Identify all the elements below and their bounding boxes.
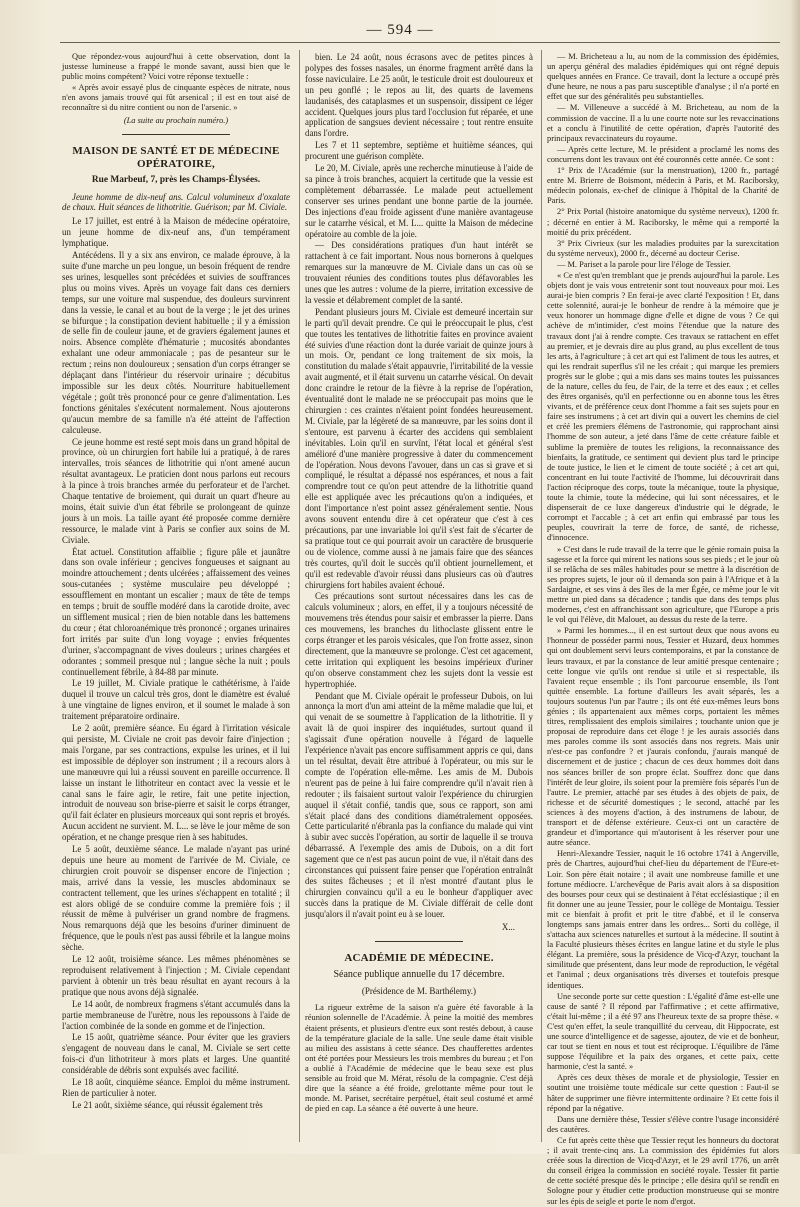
- article-paragraph: Le 2 août, première séance. Eu égard à l'irritation vésicale qui persiste, M. Civiale ne croit pas devoir faire d'injection ; mais l'organe, par ses contractions, expulse les urines, et il lui est impossible de déployer son instrument ; il a recours alors à une manœuvre qui lui a réussi souvent en pareille occurrence. Il laisse un instant le lithotriteur en contact avec la vessie et le canal sans le faire agir, le retire, fait une petite injection, introduit de nouveau son brise-pierre et saisit le corps étranger, qu'il fait éclater en plusieurs morceaux qui sont repris et broyés. Aucun accident ne survient. M. L... se lève le jour même de son opération, et ne change presque rien à ses habitudes.: [62, 723, 290, 843]
- quoted-reply: « Après avoir essayé plus de cinquante espèces de nitrate, nous n'en avons jamais trouvé qui fût arsenical ; il est en tout aisé de reconnaître si du nitre contient ou non de l'arsenic. »: [62, 83, 290, 113]
- eulogy-paragraph: Une seconde porte sur cette question : L'égalité d'âme est-elle une cause de santé ? Il répond par l'affirmative ; et cette affirmative, c'était lui-même ; il a été 97 ans l'heureux texte de sa propre thèse. « C'est qu'en effet, la seule tranquillité du cerveau, dit Hippocrate, est une source d'intelligence et de sagesse, ajoutez, de vie et de bonheur, car tout se tient en nous et tout est réciproque. L'équilibre de l'âme suppose l'équilibre et la paix des organes, et cette paix, cette harmonie, c'est la santé. »: [547, 991, 779, 1072]
- article-paragraph: Le 21 août, sixième séance, qui réussit également très: [72, 1099, 263, 1110]
- article-paragraph: Le 20, M. Civiale, après une recherche minutieuse à l'aide de sa pince à trois branches, acquiert la certitude que la vessie est complètement débarrassée. Le malade peut actuellement conserver ses urines pendant une bonne partie de la journée. Des injections d'eau froide agissent d'une manière avantageuse sur le catarrhe vésical, et M. L... quitte la Maison de médecine opératoire au comble de la joie.: [305, 163, 533, 239]
- eulogy-paragraph: » Parmi les hommes..., il en est surtout deux que nous avons eu l'honneur de posséder parmi nous, Tessier et Huzard, deux hommes qui ont doublement servi leurs contemporains, et par la constance de leurs travaux, et par la constance de leur amitié presque centenaire ; cette longue vie qu'ils ont rendue si utile et si respectable, ils l'avaient reçue ensemble ; ils l'ont parcourue ensemble, ils l'ont quittée ensemble. La fortune d'ailleurs les avait séparés, les a toujours soutenus l'un par l'autre ; ils ont été eux-mêmes leurs bons génies ; ils appartenaient aux mêmes corps, portaient les mêmes titres, remplissaient des emplois similaires ; touchante union que je proposai de reproduire dans cet éloge ! je les aurais associés dans mes paroles comme ils sont associés dans nos regrets. Mais unir n'est-ce pas confondre ? et j'aurais confondu, j'aurais manqué de discernement et de justice ; chacun de ces deux hommes doit dans nos séances briller de son propre éclat. Souffrez donc que dans l'intérêt de leur gloire, ils soient pour la première fois séparés l'un de l'autre. Le premier, attaché par ses études à des objets de paix, de richesse et de sécurité domestiques ; le second, attaché par les sciences à des moyens d'action, à des instrumens de labour, de transport et de défense extérieure. Ceux-ci ont un caractère de grandeur et d'importance qui m'autorisent à les réserver pour une autre séance.: [547, 626, 779, 848]
- eulogy-paragraph: Après ces deux thèses de morale et de physiologie, Tessier en soutint une troisième toute médicale sur cette question : Faut-il se hâter de supprimer une fièvre intermittente ordinaire ? Et cette fois il répond par la négative.: [547, 1073, 779, 1113]
- article-paragraph: État actuel. Constitution affaiblie ; figure pâle et jaunâtre dans son ovale inférieur ; gencives fongueuses et saignant au moindre attouchement ; dents ulcérées ; affaissement des veines sous-cutanées ; système musculaire peu développé ; essoufflement en montant un escalier ; maux de tête de temps en temps ; bruit de souffle modéré dans la carotide droite, avec un sifflement musical ; rien de bien notable dans les battemens du cœur ; état chloroanémique très prononcé ; organes urinaires fort irrités par suite d'un long voyage ; envies fréquentes d'uriner, s'accompagnant de vives douleurs ; urines chargées et odorantes ; sommeil presque nul ; langue sèche la nuit ; pouls continuellement fébrile, à 84-88 par minute.: [62, 546, 290, 677]
- academy-heading: ACADÉMIE DE MÉDECINE.: [344, 951, 494, 964]
- article-paragraph: Le 15 août, quatrième séance. Pour éviter que les graviers s'engagent de nouveau dans le canal, M. Civiale se sert cette fois-ci d'un lithotriteur à mors plats et larges. Une quantité considérable de débris sont expulsés avec facilité.: [62, 1032, 290, 1076]
- top-rule: [60, 42, 780, 43]
- article-paragraph: Le 5 août, deuxième séance. Le malade n'ayant pas uriné depuis une heure au moment de l'arrivée de M. Civiale, ce chirurgien croit pouvoir se dispenser encore de l'injection ; mais, arrivé dans la vessie, les muscles abdominaux se contractent tellement, que les urines s'échappent en totalité ; il est alors obligé de se conduire comme la première fois ; il réussit de même à pulvériser un grand nombre de fragmens. Nous remarquons déjà que les besoins d'uriner diminuent de fréquence, que le pouls n'est pas aussi fébrile et la langue moins sèche.: [62, 844, 290, 953]
- article-paragraph: — Des considérations pratiques d'un haut intérêt se rattachent à ce fait important. Nous nous bornerons à quelques remarques sur la manœuvre de M. Civiale dans un cas où se trouvaient réunies des conditions toutes plus défavorables les unes que les autres : volume de la pierre, irritation excessive de la vessie et délabrement complet de la santé.: [305, 240, 533, 305]
- academy-paragraph: La rigueur extrême de la saison n'a guère été favorable à la réunion solennelle de l'Académie. À peine la moitié des membres étaient présents, et plusieurs d'entre eux sont restés debout, à cause de la température glaciale de la salle. Une seule dame était visible au milieu des assistans à cette séance. Des chaufferettes ardentes ont été portées pour Messieurs les trois membres du bureau ; et l'on a oublié à l'Académie de médecine que le beau sexe est plus sensible au froid que M. Mérat, résolu de la compagnie. C'est déjà dire que la séance a été froide, grelottante même pour tout le monde. M. Pariset, secrétaire perpétuel, était seul costumé et armé de pied en cap. La séance a été ouverte à une heure.: [305, 1003, 533, 1114]
- column-divider: [299, 50, 300, 1142]
- page-edge-shadow: [790, 0, 800, 1154]
- eulogy-paragraph: Henri-Alexandre Tessier, naquit le 16 octobre 1741 à Angerville, près de Chartres, aujourd'hui chef-lieu du département de l'Eure-et-Loir. Son père était notaire ; il avait une nombreuse famille et une fortune médiocre. L'archevêque de Paris avait alors à sa disposition des bourses pour ceux qui se destinaient à l'état ecclésiastique ; il en fit donner une au jeune Tessier, pour le collège de Montaigu. Tessier mit ce bienfait à profit et prit le titre d'abbé, et il le conserva longtemps sans jamais entrer dans les ordres... Sorti du collège, il s'attacha aux sciences naturelles et surtout à la médecine. Il soutint à la Faculté plusieurs thèses écrites en langue latine et du style le plus élégant. La première, sous la présidence de Vicq-d'Azyr, touchant la similitude que présentent, dans leur mode de reproduction, le végétal et l'animal ; deux organisations très diverses et toutefois presque identiques.: [547, 849, 779, 990]
- section-heading: MAISON DE SANTÉ ET DE MÉDECINE OPÉRATOIRE,: [72, 144, 280, 170]
- section-divider: [122, 134, 230, 135]
- article-paragraph: Le 12 août, troisième séance. Les mêmes phénomènes se reproduisent relativement à l'injection ; M. Civiale cependant parvient à obtenir un très beau résultat en ayant recours à la pratique que nous avons déjà signalée.: [62, 954, 290, 997]
- column-divider: [541, 50, 542, 1142]
- article-signature: X...: [501, 921, 515, 932]
- article-paragraph: Ces précautions sont surtout nécessaires dans les cas de calculs volumineux ; alors, en effet, il y a toujours nécessité de mouvemens très étendus pour saisir et embrasser la pierre. Dans ces mouvemens, les branches du lithoclaste glissent entre le corps étranger et les parois vésicales, que l'on frotte assez, sinon directement, que la manœuvre se prolonge. C'est cet agacement, cette irritation qui expliquent les besoins impérieux d'uriner qu'on observe constamment chez les sujets dont la vessie est hypertrophiée.: [305, 591, 533, 689]
- presidency-note: (Présidence de M. Barthélemy.): [361, 986, 477, 997]
- eulogy-paragraph: Dans une dernière thèse, Tessier s'élève contre l'usage inconsidéré des cautères.: [547, 1114, 779, 1134]
- article-paragraph: Ce jeune homme est resté sept mois dans un grand hôpital de province, où un chirurgien fort habile lui a pratiqué, à de rares intervalles, trois séances de lithotritie qui n'ont amené aucun résultat avantageux. Le praticien dont nous parlons eut recours à la pince à trois branches armée du perforateur et de l'archet. Chaque tentative de broiement, qui durait un quart d'heure au moins, était suivie d'un état fébrile se prolongeant de quinze jours à un mois. La taille ayant été proposée comme dernière ressource, le malade vint à Paris se confier aux soins de M. Civiale.: [62, 436, 290, 545]
- section-address: Rue Marbeuf, 7, près les Champs-Élysées.: [91, 174, 261, 185]
- prize-item: 3° Prix Civrieux (sur les maladies produites par la surexcitation du système nerveux), 2000 fr., décerné au docteur Cerise.: [547, 238, 779, 258]
- article-paragraph: Le 17 juillet, est entré à la Maison de médecine opératoire, un jeune homme de dix-neuf ans, d'un tempérament lymphatique.: [62, 216, 290, 249]
- section-divider: [375, 941, 463, 942]
- session-title: Séance publique annuelle du 17 décembre.: [333, 968, 505, 980]
- column-left: [62, 52, 290, 1140]
- eulogy-paragraph: « Ce n'est qu'en tremblant que je prends aujourd'hui la parole. Les objets dont je vais vous entretenir sont tout nouveaux pour moi. Les aurai-je bien compris ? En ferai-je avec clarté l'exposition ! Et, dans cette solennité, aurai-je le bonheur de rendre à la mémoire que je veux honorer un hommage digne d'elle et digne de vous ? Ce qui achève de m'intimider, c'est moins l'étendue que la nature des travaux dont j'ai à rendre compte. Ces travaux se rattachent en effet au premier, et je devrais dire au plus grand, au plus excellent de tous les arts, à l'agriculture ; à cet art qui est l'aliment de tous les autres, et qui les rendrait superflus s'il ne les créait ; qui marque les premiers progrès sur le globe ; qui a mis dans ses mains toutes les puissances de la nature, celles du feu, de l'air, de la terre et des eaux ; et celles des êtres organisés, qu'il en perfectionne ou en abonne tous les êtres vivants, et de préférence ceux dont l'homme a fait ses sujets pour en faire ses instrumens ; à cet art divin qui a ouvert les chemins de ciel et créé les premiers élémens de l'astronomie, qui rapprochant ainsi l'homme de son auteur, a jeté dans l'âme de cette créature faible et sublime la première de toutes les religions, la reconnaissance des bienfaits, la gratitude, ce sentiment qui devient plus tard le principe de toute justice, le lien et le ciment de toute société ; à cet art qui, concentrant en lui toute l'activité de l'homme, lui découvrirait dans l'action réciproque des corps, toute la mécanique, toute la physique, toute la chimie, toute la médecine, qui lui sont nécessaires, et le dispenserait de ce luxe dangereux d'industrie qui le dégrade, le corrompt et l'accable ; à cet art enfin qui embrassé par tous les peuples, couvrirait la terre de force, de santé, de richesse, d'innocence.: [547, 270, 779, 543]
- article-paragraph: Pendant plusieurs jours M. Civiale est demeuré incertain sur le parti qu'il devait prendre. Ce qui le préoccupait le plus, c'est que toutes les tentatives de lithotritie faites en province avaient été suivies d'une réaction dont la durée variait de quinze jours à un mois. Or, pendant ce long traitement de six mois, la constitution du malade s'était appauvrie, l'irritabilité de la vessie avait augmenté, et il était survenu un catarrhe vésical. On devait donc craindre le retour de la fièvre à la reprise de l'opération, éventualité dont le malade ne se préoccupait pas moins que le chirurgien : ces craintes n'étaient point fondées heureusement. M. Civiale, par la légèreté de sa manœuvre, par les soins dont il s'entoure, est parvenu à écarter des accidens qui semblaient inévitables. Loin qu'il en survînt, l'état local et général s'est amélioré d'une manière progressive à dater du commencement de l'opération. Nous devons l'avouer, dans un cas si grave et si compliqué, le résultat a dépassé nos espérances, et nous a fait comprendre tout ce qu'on peut attendre de la lithotritie quand elle est appliquée avec les précautions qu'on a indiquées, et dont l'importance n'est point assez généralement sentie. Nous avons souvent entendu dire à cet opérateur que c'est à ces précautions, par une invariable loi qu'il s'est fait de s'écarter de sa pratique tout ce qui pourrait avoir un caractère de brusquerie ou de violence, comme aussi à ne jamais faire que des séances très courtes, qu'il doit le succès qu'il obtient journellement, et qu'il est redevable d'avoir réussi dans plusieurs cas où d'autres chirurgiens fort habiles avaient échoué.: [305, 306, 533, 590]
- article-paragraph: Le 14 août, de nombreux fragmens s'étant accumulés dans la partie membraneuse de l'urètre, nous les repoussons à l'aide de l'action combinée de la sonde en gomme et de l'injection.: [62, 998, 290, 1031]
- page-number: — 594 —: [366, 22, 434, 38]
- report-paragraph: — M. Villeneuve a succédé à M. Bricheteau, au nom de la commission de vaccine. Il a lu une courte note sur les revaccinations et a conclu à l'inutilité de cette opération, d'après l'autorité des principaux revaccinateurs du royaume.: [547, 103, 779, 143]
- prize-item: 1° Prix de l'Académie (sur la menstruation), 1200 fr., partagé entre M. Brierre de Boismont, médecin à Paris, et M. Raciborsky, médecin polonais, ex-chef de clinique à l'hôpital de la Charité de Paris.: [547, 166, 779, 206]
- article-paragraph: Pendant que M. Civiale opérait le professeur Dubois, on lui annonça la mort d'un ami atteint de la même maladie que lui, et qui venait de se soumettre à l'application de la lithotritie. Il y avait là de quoi inspirer des inquiétudes, surtout quand il s'agissait d'une opération nouvelle à l'égard de laquelle l'expérience n'avait pas encore suffisamment appris ce qui, dans un tel résultat, devait être attribué à l'opérateur, ou mis sur le compte de l'opération elle-même. Les amis de M. Dubois n'eurent pas de peine à lui faire comprendre qu'il n'avait rien à redouter ; ils faisaient surtout valoir l'expérience du chirurgien auquel il s'était confié, tandis que, sous ce rapport, son ami s'était placé dans des conditions diamétralement opposées. Cette particularité n'ébranla pas la confiance du malade qui vint à subir avec succès l'opération, au sortir de laquelle il se trouva débarrassé. A l'exemple des amis de Dubois, on a dit fort sagement que ce n'est pas aucun point de vue, il n'était dans des circonstances qui puissent faire penser que l'opération entraînât des suites fâcheuses ; et il n'est montré d'autant plus le chirurgien convaincu qu'il a eu le bonheur d'appliquer avec succès dans la pratique de M. Civiale différait de celle dont jusqu'alors il n'avait point eu à se louer.: [305, 690, 533, 919]
- report-paragraph: — M. Pariset a la parole pour lire l'éloge de Tessier.: [557, 259, 731, 269]
- eulogy-paragraph: » C'est dans le rude travail de la terre que le génie romain puisa la sagesse et la force qui mirent les nations sous ses pieds ; et le jour où il se relâcha de ses mâles habitudes pour se mettre à la discrétion de ses propres sujets, le jour où il demanda son pain à l'Afrique et à la Sardaigne, et ses vins à des îles de la mer Égée, ce même jour le vit mettre un pied dans sa décadence ; tandis que dans des temps plus modernes, c'est en affranchissant son agriculture, que l'Europe a pris le vol qui l'élève, dit Malouet, au dessus du reste de la terre.: [547, 544, 779, 625]
- prize-item: 2° Prix Portal (histoire anatomique du système nerveux), 1200 fr. ; décerné en entier à M. Raciborsky, le même qui a remporté la moitié du prix précédent.: [547, 207, 779, 237]
- eulogy-paragraph: Ce fut après cette thèse que Tessier reçut les honneurs du doctorat ; il avait trente-cinq ans. La commission des épidémies fut alors créée sous la direction de Vicq-d'Azyr, et le 29 avril 1776, un arrêt du conseil érigea la commission en société royale. Tessier fit partie de cette société presque dès le principe ; elle désira qu'il se rendît en Sologne pour y étudier cette production monstrueuse qui se montre sur les épis de seigle et porte le nom d'ergot.: [547, 1135, 779, 1206]
- article-paragraph: Antécédens. Il y a six ans environ, ce malade éprouve, à la suite d'une marche un peu longue, un besoin fréquent de rendre ses urines, lesquelles sont précédées et suivies de souffrances plus ou moins vives. Après un voyage fait dans ces derniers temps, sur une voiture mal suspendue, des douleurs survinrent dans la vessie, le canal et au bout de la verge ; le jet des urines se bifurque ; la constipation devient habituelle ; il y a émission de selle fin de couleur jaune, et de graviers également jaunes et noirs. Absence complète d'hématurie ; mucosités abondantes exhalant une odeur ammoniacale ; pas de pesanteur sur le rectum ; reins non douloureux ; sensation d'un corps étranger se déplaçant dans l'intérieur du réservoir urinaire ; décubitus impossible sur les deux côtés. Nourriture habituellement végétale ; goût très prononcé pour ce genre d'alimentation. Les fonctions génitales s'exécutent normalement. Nous ajouterons qu'aucun membre de sa famille n'a été atteint de l'affection calculeuse.: [62, 250, 290, 435]
- article-paragraph: Le 19 juillet, M. Civiale pratique le cathétérisme, à l'aide duquel il trouve un calcul très gros, dont le diamètre est évalué à une vingtaine de lignes environ, et il soumet le malade à son traitement préparatoire ordinaire.: [62, 678, 290, 722]
- column-middle: [305, 52, 533, 1140]
- intro-paragraph: Que répondez-vous aujourd'hui à cette observation, dont la justesse lumineuse a frappé le monde savant, aussi bien que le public moins compétent? Voici votre réponse textuelle :: [62, 52, 290, 82]
- article-paragraph: Le 18 août, cinquième séance. Emploi du même instrument. Rien de particulier à noter.: [62, 1077, 290, 1098]
- case-title: Jeune homme de dix-neuf ans. Calcul volumineux d'oxalate de chaux. Huit séances de lithotritie. Guérison; par M. Civiale.: [62, 191, 290, 213]
- article-paragraph: bien. Le 24 août, nous écrasons avec de petites pinces à polypes des fosses nasales, un énorme fragment arrêté dans la fosse naviculaire. Le 25 août, le testicule droit est douloureux et un peu gonflé ; le repos au lit, des quarts de lavemens laudanisés, des cataplasmes et un suspensoir, dissipent ce léger accident. Quelques jours plus tard l'occlusion fut réparée, et une application de sangsues devient nécessaire ; tout rentre ensuite dans l'ordre.: [305, 52, 533, 139]
- report-paragraph: — M. Bricheteau a lu, au nom de la commission des épidémies, un aperçu général des maladies épidémiques qui ont régné depuis quelques années en France. Ce travail, dont la lecture a occupé près d'une heure, ne nous a pas paru susceptible d'analyse ; il n'a porté en effet que sur des généralités peu substantielles.: [547, 52, 779, 102]
- report-paragraph: — Après cette lecture, M. le président a proclamé les noms des concurrens dont les travaux ont été couronnés cette année. Ce sont :: [547, 144, 779, 164]
- article-paragraph: Les 7 et 11 septembre, septième et huitième séances, qui procurent une guérison complète.: [305, 140, 533, 162]
- continued-note: (La suite au prochain numéro.): [123, 115, 229, 125]
- column-right: [547, 52, 779, 1206]
